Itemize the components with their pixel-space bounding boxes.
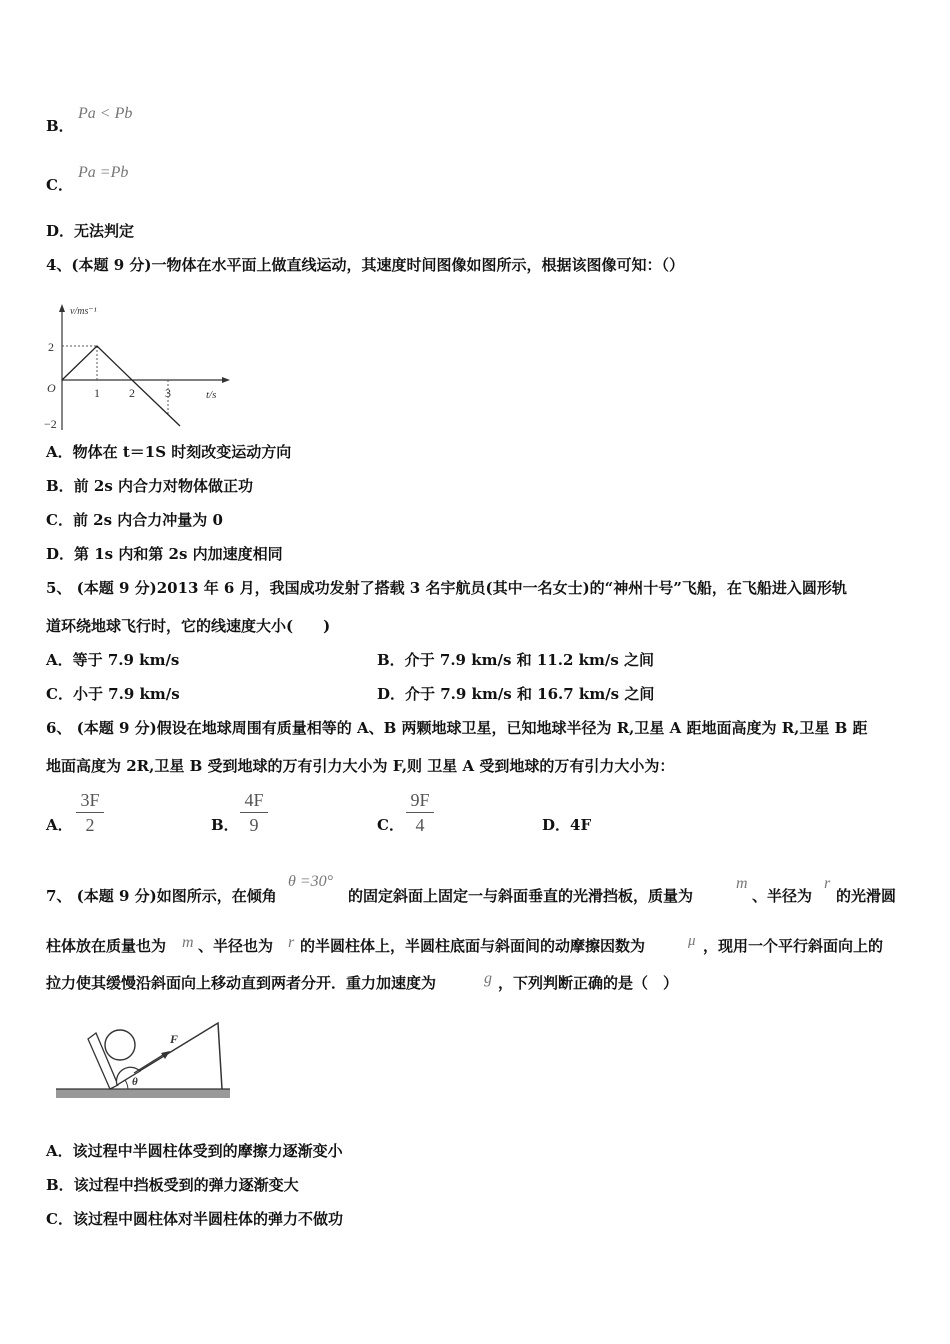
q4-y-axis-label: v/ms⁻¹ — [70, 306, 97, 317]
q5-option-a: A．等于 7.9 km/s — [46, 651, 180, 669]
q4-x-tick-3: 3 — [165, 386, 171, 400]
q5-option-b: B．介于 7.9 km/s 和 11.2 km/s 之间 — [377, 651, 655, 669]
q7-stem-part4: 的光滑圆 — [836, 887, 897, 905]
q4-vt-line — [62, 346, 180, 426]
q6-option-b-label: B． — [211, 816, 239, 834]
q6-stem-line2: 地面高度为 2R,卫星 B 受到地球的万有引力大小为 F,则 卫星 A 受到地球的万有引力大小为： — [46, 757, 675, 775]
q4-x-tick-2: 2 — [129, 386, 135, 400]
q5-stem-line2: 道环绕地球飞行时，它的线速度大小( ) — [46, 617, 331, 635]
prev-option-c-label: C． — [46, 176, 73, 194]
q7-option-a: A．该过程中半圆柱体受到的摩擦力逐渐变小 — [46, 1142, 343, 1160]
q7-theta-expr: θ =30° — [288, 873, 334, 890]
q4-x-axis-label: t/s — [206, 389, 217, 401]
q7-radius-symbol: r — [824, 875, 831, 892]
q6-option-b-numerator: 4F — [244, 790, 264, 810]
q4-y-axis-arrow — [59, 304, 65, 312]
q6-option-a-label: A． — [46, 816, 73, 834]
q6-option-c-fraction — [406, 789, 434, 836]
q6-option-c-numerator: 9F — [410, 790, 430, 810]
q6-option-a-denominator: 2 — [85, 815, 95, 835]
q6-option-c-denominator: 4 — [415, 815, 425, 835]
q7-gravity-symbol: g — [484, 970, 492, 987]
q6-option-c-label: C． — [377, 816, 404, 834]
q5-option-c: C．小于 7.9 km/s — [46, 685, 180, 703]
q7-stem-part3: 、半径为 — [752, 887, 813, 905]
q4-y-tick-neg2: −2 — [44, 417, 57, 431]
q6-option-a-numerator: 3F — [80, 790, 100, 810]
q7-ground — [56, 1089, 230, 1098]
q7-stem-part2: 的固定斜面上固定一与斜面垂直的光滑挡板，质量为 — [348, 887, 694, 905]
q7-line2-c: 的半圆柱体上，半圆柱底面与斜面间的动摩擦因数为 — [300, 937, 646, 955]
q5-stem-line1: 5、 (本题 9 分)2013 年 6 月，我国成功发射了搭载 3 名宇航员(其中一名女士)的“神州十号”飞船，在飞船进入圆形轨 — [46, 579, 847, 597]
q4-x-axis-arrow — [222, 377, 230, 383]
q7-line3-a: 拉力使其缓慢沿斜面向上移动直到两者分开．重力加速度为 — [46, 974, 437, 992]
q4-origin-label: O — [47, 381, 56, 395]
q7-radius-symbol-2: r — [288, 934, 295, 951]
q6-option-b-fraction — [240, 789, 268, 836]
q4-velocity-time-graph — [40, 300, 240, 435]
q7-line2-d: ，现用一个平行斜面向上的 — [703, 937, 884, 955]
q7-mass-symbol-2: m — [182, 934, 194, 951]
q7-stem-part1: 7、 (本题 9 分)如图所示，在倾角 — [46, 887, 277, 905]
q6-option-d: D．4F — [542, 816, 592, 834]
q4-x-tick-1: 1 — [94, 386, 100, 400]
q7-line2-a: 柱体放在质量也为 — [46, 937, 167, 955]
q7-option-c: C．该过程中圆柱体对半圆柱体的弹力不做功 — [46, 1210, 343, 1228]
q5-option-d: D．介于 7.9 km/s 和 16.7 km/s 之间 — [377, 685, 655, 703]
q7-mass-symbol: m — [736, 875, 748, 892]
q7-option-b: B．该过程中挡板受到的弹力逐渐变大 — [46, 1176, 299, 1194]
q4-stem: 4、(本题 9 分)一物体在水平面上做直线运动，其速度时间图像如图所示，根据该图像可知：（） — [46, 256, 685, 274]
prev-option-d: D．无法判定 — [46, 222, 135, 240]
q4-option-c: C．前 2s 内合力冲量为 0 — [46, 511, 223, 529]
q7-line3-b: ，下列判断正确的是（ ） — [498, 974, 679, 992]
q7-incline-figure — [54, 1015, 234, 1105]
q7-line2-b: 、半径也为 — [198, 937, 274, 955]
q4-option-d: D．第 1s 内和第 2s 内加速度相同 — [46, 545, 283, 563]
prev-option-b-expr: Pa < Pb — [78, 105, 133, 122]
prev-option-b-label: B． — [46, 117, 74, 135]
q7-force-label: F — [170, 1032, 179, 1046]
prev-option-c-expr: Pa =Pb — [78, 164, 129, 181]
q4-y-tick-2: 2 — [48, 340, 54, 354]
q7-mu-symbol: μ — [688, 933, 696, 949]
q7-force-arrow — [134, 1053, 166, 1073]
q6-stem-line1: 6、 (本题 9 分)假设在地球周围有质量相等的 A、B 两颗地球卫星，已知地球半径为 R,卫星 A 距地面高度为 R,卫星 B 距 — [46, 719, 868, 737]
q4-option-a: A．物体在 t＝1S 时刻改变运动方向 — [46, 443, 292, 461]
q4-option-b: B．前 2s 内合力对物体做正功 — [46, 477, 254, 495]
q6-option-b-denominator: 9 — [249, 815, 259, 835]
q7-cylinder — [105, 1030, 135, 1060]
q6-option-a-fraction — [76, 789, 104, 836]
q7-angle-label: θ — [132, 1076, 138, 1088]
